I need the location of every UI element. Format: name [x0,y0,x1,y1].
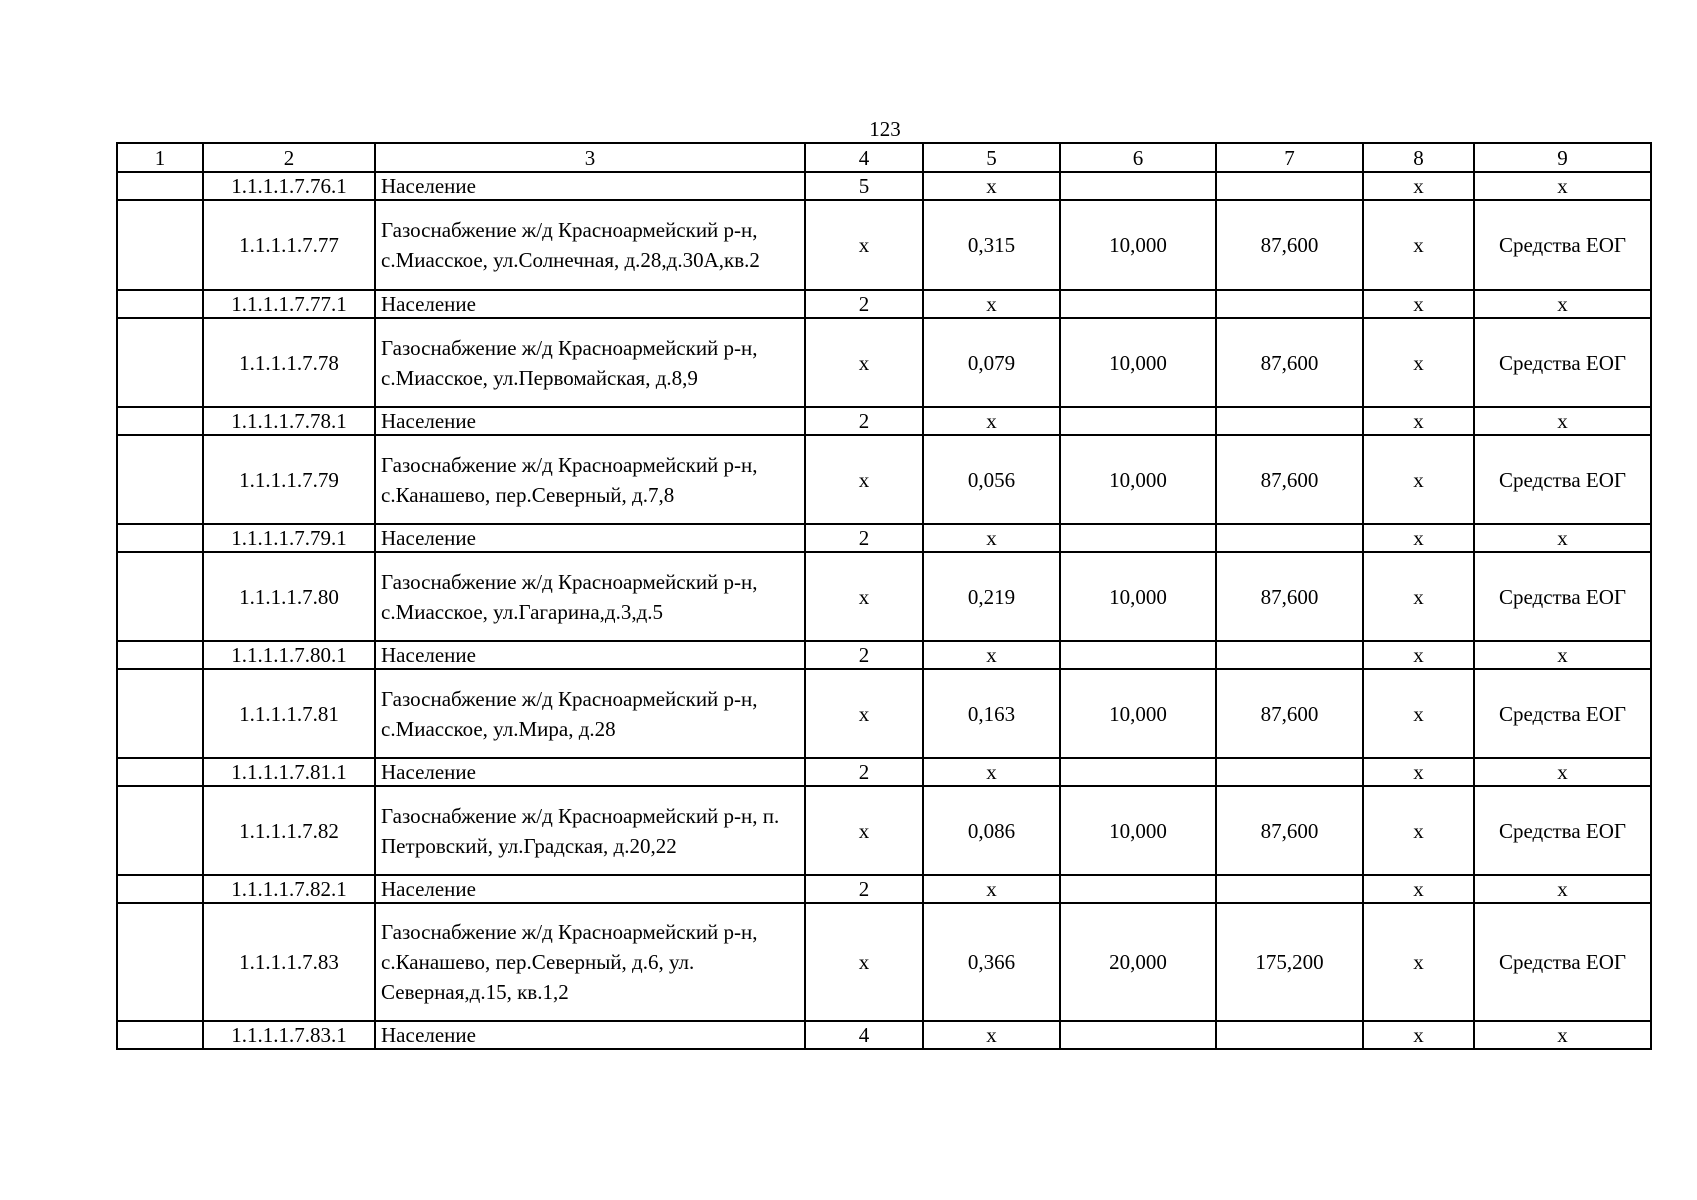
table-cell-col-1 [117,758,203,786]
table-cell-col-9: Средства ЕОГ [1474,435,1651,524]
table-cell-col-8: x [1363,758,1474,786]
table-row [117,407,1651,435]
header-cell-col-4: 4 [805,143,923,172]
table-row [117,552,1651,641]
table-cell-col-2: 1.1.1.1.7.78 [203,318,375,407]
table-row [117,200,1651,290]
table-cell-col-4: 2 [805,641,923,669]
table-cell-col-9: x [1474,641,1651,669]
table-cell-col-2: 1.1.1.1.7.82 [203,786,375,875]
table-cell-col-8: x [1363,669,1474,758]
table-cell-col-9: Средства ЕОГ [1474,669,1651,758]
table-cell-col-5: x [923,1021,1060,1049]
header-cell-col-1: 1 [117,143,203,172]
table-cell-col-6: 10,000 [1060,552,1216,641]
table-body [117,143,1651,1049]
table-cell-col-1 [117,200,203,290]
table-cell-col-4: x [805,552,923,641]
table-row [117,669,1651,758]
table-cell-col-3: Население [375,1021,805,1049]
table-cell-col-9: x [1474,524,1651,552]
table-cell-col-2: 1.1.1.1.7.77 [203,200,375,290]
table-cell-col-9: x [1474,1021,1651,1049]
table-cell-col-9: x [1474,875,1651,903]
table-cell-col-2: 1.1.1.1.7.80 [203,552,375,641]
header-cell-col-3: 3 [375,143,805,172]
table-cell-col-3: Население [375,172,805,200]
table-cell-col-6 [1060,407,1216,435]
table-cell-col-6 [1060,758,1216,786]
table-cell-col-5: 0,315 [923,200,1060,290]
table-cell-col-2: 1.1.1.1.7.82.1 [203,875,375,903]
table-cell-col-1 [117,172,203,200]
table-cell-col-8: x [1363,318,1474,407]
table-cell-col-7: 87,600 [1216,786,1363,875]
table-row [117,903,1651,1021]
table-cell-col-7 [1216,290,1363,318]
table-cell-col-1 [117,290,203,318]
table-cell-col-5: x [923,641,1060,669]
table-cell-col-9: Средства ЕОГ [1474,552,1651,641]
table-row [117,290,1651,318]
table-cell-col-4: x [805,435,923,524]
table-cell-col-1 [117,435,203,524]
table-cell-col-9: x [1474,290,1651,318]
table-cell-col-8: x [1363,1021,1474,1049]
table-row [117,641,1651,669]
table-cell-col-1 [117,669,203,758]
table-cell-col-3: Население [375,524,805,552]
table-row [117,435,1651,524]
table-cell-col-4: 2 [805,407,923,435]
table-row [117,875,1651,903]
table-cell-col-6: 10,000 [1060,786,1216,875]
table-row [117,786,1651,875]
table-cell-col-1 [117,903,203,1021]
table-cell-col-6 [1060,875,1216,903]
table-cell-col-8: x [1363,172,1474,200]
table-row [117,318,1651,407]
table-cell-col-3: Население [375,875,805,903]
table-header-row [117,143,1651,172]
table-cell-col-4: 2 [805,758,923,786]
table-cell-col-6 [1060,290,1216,318]
table-cell-col-3: Газоснабжение ж/д Красноармейский р-н, с.Канашево, пер.Северный, д.7,8 [375,435,805,524]
table-cell-col-2: 1.1.1.1.7.79 [203,435,375,524]
table-cell-col-7: 175,200 [1216,903,1363,1021]
table-cell-col-3: Газоснабжение ж/д Красноармейский р-н, с.Миасское, ул.Мира, д.28 [375,669,805,758]
table-cell-col-8: x [1363,903,1474,1021]
table-cell-col-2: 1.1.1.1.7.81 [203,669,375,758]
table-cell-col-9: x [1474,758,1651,786]
table-cell-col-9: x [1474,172,1651,200]
table-cell-col-8: x [1363,641,1474,669]
table-cell-col-6: 10,000 [1060,318,1216,407]
table-cell-col-6 [1060,1021,1216,1049]
table-cell-col-2: 1.1.1.1.7.80.1 [203,641,375,669]
table-cell-col-5: 0,219 [923,552,1060,641]
table-cell-col-8: x [1363,875,1474,903]
table-cell-col-1 [117,786,203,875]
table-cell-col-3: Газоснабжение ж/д Красноармейский р-н, с.Миасское, ул.Гагарина,д.3,д.5 [375,552,805,641]
table-cell-col-2: 1.1.1.1.7.81.1 [203,758,375,786]
table-cell-col-9: Средства ЕОГ [1474,903,1651,1021]
table-cell-col-2: 1.1.1.1.7.83 [203,903,375,1021]
table-cell-col-6 [1060,172,1216,200]
table-cell-col-4: 2 [805,524,923,552]
table-cell-col-8: x [1363,200,1474,290]
table-cell-col-9: x [1474,407,1651,435]
table-cell-col-8: x [1363,552,1474,641]
page-number: 123 [869,117,901,141]
table-cell-col-6: 20,000 [1060,903,1216,1021]
table-cell-col-6: 10,000 [1060,200,1216,290]
table-cell-col-5: x [923,524,1060,552]
table-cell-col-7 [1216,758,1363,786]
table-cell-col-5: 0,056 [923,435,1060,524]
table-cell-col-7 [1216,524,1363,552]
header-cell-col-2: 2 [203,143,375,172]
table-cell-col-5: x [923,758,1060,786]
table-cell-col-3: Население [375,407,805,435]
table-cell-col-8: x [1363,435,1474,524]
table-cell-col-4: x [805,200,923,290]
table-cell-col-8: x [1363,290,1474,318]
table-cell-col-3: Газоснабжение ж/д Красноармейский р-н, с.Канашево, пер.Северный, д.6, ул. Северная,д.15, кв.1,2 [375,903,805,1021]
table-cell-col-5: x [923,875,1060,903]
table-cell-col-5: 0,366 [923,903,1060,1021]
table-cell-col-1 [117,641,203,669]
table-cell-col-3: Население [375,290,805,318]
table-cell-col-5: 0,086 [923,786,1060,875]
header-cell-col-8: 8 [1363,143,1474,172]
table-cell-col-4: x [805,903,923,1021]
table-cell-col-1 [117,552,203,641]
table-cell-col-2: 1.1.1.1.7.79.1 [203,524,375,552]
table-cell-col-7 [1216,641,1363,669]
table-cell-col-7: 87,600 [1216,552,1363,641]
table-cell-col-1 [117,524,203,552]
table-cell-col-3: Газоснабжение ж/д Красноармейский р-н, с.Миасское, ул.Первомайская, д.8,9 [375,318,805,407]
table-cell-col-2: 1.1.1.1.7.83.1 [203,1021,375,1049]
table-row [117,524,1651,552]
table-cell-col-1 [117,407,203,435]
table-cell-col-6 [1060,524,1216,552]
table-cell-col-9: Средства ЕОГ [1474,318,1651,407]
header-cell-col-6: 6 [1060,143,1216,172]
table-cell-col-8: x [1363,407,1474,435]
table-cell-col-3: Население [375,758,805,786]
table-cell-col-4: x [805,786,923,875]
table-cell-col-4: 2 [805,875,923,903]
table-cell-col-4: x [805,318,923,407]
table-cell-col-5: x [923,172,1060,200]
table-cell-col-7 [1216,407,1363,435]
table-cell-col-3: Газоснабжение ж/д Красноармейский р-н, п. Петровский, ул.Градская, д.20,22 [375,786,805,875]
header-cell-col-7: 7 [1216,143,1363,172]
table-cell-col-1 [117,318,203,407]
table-cell-col-3: Население [375,641,805,669]
table-cell-col-7: 87,600 [1216,318,1363,407]
table-cell-col-7 [1216,172,1363,200]
table-cell-col-5: x [923,290,1060,318]
table-cell-col-5: 0,163 [923,669,1060,758]
table-cell-col-4: 2 [805,290,923,318]
table-cell-col-2: 1.1.1.1.7.78.1 [203,407,375,435]
header-cell-col-5: 5 [923,143,1060,172]
table-cell-col-7 [1216,1021,1363,1049]
table-cell-col-7: 87,600 [1216,435,1363,524]
table-cell-col-8: x [1363,786,1474,875]
table-cell-col-5: x [923,407,1060,435]
table-row [117,1021,1651,1049]
table-cell-col-9: Средства ЕОГ [1474,200,1651,290]
table-cell-col-2: 1.1.1.1.7.76.1 [203,172,375,200]
table-cell-col-2: 1.1.1.1.7.77.1 [203,290,375,318]
table-cell-col-8: x [1363,524,1474,552]
table-cell-col-1 [117,1021,203,1049]
table-cell-col-6: 10,000 [1060,435,1216,524]
table-cell-col-1 [117,875,203,903]
table-cell-col-4: 5 [805,172,923,200]
table-cell-col-9: Средства ЕОГ [1474,786,1651,875]
table-cell-col-3: Газоснабжение ж/д Красноармейский р-н, с.Миасское, ул.Солнечная, д.28,д.30А,кв.2 [375,200,805,290]
table-row [117,758,1651,786]
table-cell-col-7: 87,600 [1216,669,1363,758]
table-cell-col-5: 0,079 [923,318,1060,407]
data-table [116,142,1652,1050]
table-cell-col-4: x [805,669,923,758]
table-cell-col-7 [1216,875,1363,903]
table-cell-col-6: 10,000 [1060,669,1216,758]
table-cell-col-4: 4 [805,1021,923,1049]
table-row [117,172,1651,200]
table-cell-col-6 [1060,641,1216,669]
header-cell-col-9: 9 [1474,143,1651,172]
table-cell-col-7: 87,600 [1216,200,1363,290]
